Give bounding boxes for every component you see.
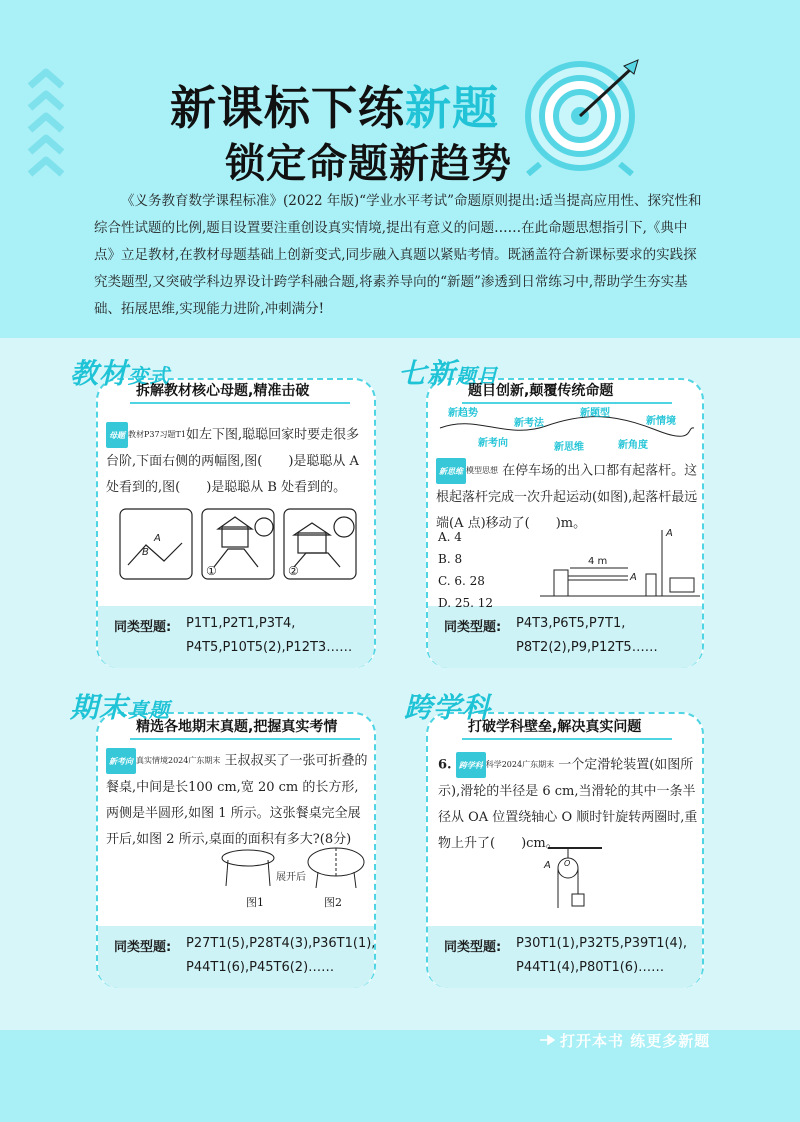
- question-tag: 新考向: [106, 748, 136, 774]
- card-final-exam-subtitle: 精选各地期末真题,把握真实考情: [136, 719, 338, 735]
- similar-label: 同类型题:: [114, 620, 172, 635]
- gate-figure: [540, 524, 700, 610]
- option-d: D. 25. 12: [438, 596, 493, 610]
- footer-cta: 打开本书 练更多新题: [560, 1032, 711, 1050]
- question-body: 一个定滑轮装置(如图所示),滑轮的半径是 6 cm,当滑轮的其中一条半径从 OA 位置绕轴心 O 顺时针旋转两圈时,重物上升了( )cm。: [438, 757, 698, 851]
- chip-7: 新角度: [618, 440, 648, 451]
- question-cross: [438, 752, 700, 857]
- stairs-figure: [118, 505, 358, 583]
- question-year: 2024广东期末: [501, 760, 555, 769]
- similar-box: [98, 606, 374, 668]
- fig-point-o: O: [564, 859, 571, 868]
- option-b: B. 8: [438, 552, 463, 566]
- question-tag: 跨学科: [456, 752, 486, 778]
- question-body: 王叔叔买了一张可折叠的餐桌,中间是长100 cm,宽 20 cm 的长方形,两侧是半圆形,如图 1 所示。这张餐桌完全展开后,如图 2 所示,桌面的面积有多大?(8分): [106, 753, 368, 847]
- fig-label-2: ②: [288, 564, 299, 578]
- title-prefix: 新课标下练: [170, 81, 405, 135]
- fig-point-a: A: [666, 528, 673, 539]
- question-source: 真实情境: [136, 756, 168, 765]
- fig-caption-2: 图2: [324, 896, 342, 909]
- title-big: 期末: [70, 691, 129, 724]
- chevron-decoration-icon: [26, 60, 66, 180]
- question-body: 如左下图,聪聪回家时要走很多台阶,下面右侧的两幅图,图( )是聪聪从 A 处看到的,图( )是聪聪从 B 处看到的。: [106, 427, 360, 495]
- question-final-exam: [106, 748, 368, 853]
- fig-length: 4 m: [588, 556, 608, 567]
- similar-box: [428, 606, 702, 668]
- title-accent: 新题: [405, 81, 499, 135]
- chip-1: 新趋势: [448, 408, 478, 419]
- chip-6: 新思维: [554, 442, 584, 453]
- chip-2: 新考法: [514, 418, 544, 429]
- hand-pointer-icon: [538, 1032, 556, 1048]
- target-icon: [520, 56, 650, 176]
- title-small: 变式: [128, 364, 171, 388]
- fig-caption-1: 图1: [246, 896, 264, 909]
- card-seven-new-subtitle: 题目创新,颠覆传统命题: [468, 383, 614, 399]
- card-cross-subtitle: 打破学科壁垒,解决真实问题: [468, 719, 642, 735]
- chip-5: 新考向: [478, 438, 508, 449]
- pulley-figure: [540, 846, 610, 912]
- question-textbook: [106, 422, 368, 501]
- fig-unfold-label: 展开后: [276, 872, 306, 883]
- similar-line-2: P44T1(6),P45T6(2)……: [186, 960, 335, 975]
- similar-line-1: P27T1(5),P28T4(3),P36T1(1),: [186, 936, 376, 951]
- question-source: 模型思想: [466, 466, 498, 475]
- question-tag: 新思维: [436, 458, 466, 484]
- card-textbook-subtitle: 拆解教材核心母题,精准击破: [136, 383, 310, 399]
- subtitle-underline: [462, 738, 672, 740]
- fig-label-1: ①: [206, 564, 217, 578]
- subtitle-underline: [130, 738, 360, 740]
- page-subtitle: 锁定命题新趋势: [225, 141, 512, 187]
- subtitle-underline: [130, 402, 350, 404]
- similar-line-1: P30T1(1),P32T5,P39T1(4),: [516, 936, 688, 951]
- fig-point-b: B: [142, 547, 149, 558]
- similar-line-2: P8T2(2),P9,P12T5……: [516, 640, 658, 655]
- options-list: [438, 526, 493, 614]
- similar-line-1: P1T1,P2T1,P3T4,: [186, 616, 296, 631]
- question-source: 科学: [485, 760, 502, 769]
- title-small: 题目: [456, 364, 499, 388]
- intro-paragraph: 《义务教育数学课程标准》(2022 年版)“学业水平考试”命题原则提出:适当提高应用性、探究性和综合性试题的比例,题目设置要注重创设真实情境,提出有意义的问题……在此命题思想指引下,《典中点》立足教材,在教材母题基础上创新变式,同步融入真题以紧贴考情。既涵盖符合新课标要求的实践探究类题型,又突破学科边界设计跨学科融合题,将素养导向的“新题”渗透到日常练习中,帮助学生夯实基础、拓展思维,实现能力进阶,冲刺满分!: [94, 193, 702, 317]
- page-title: [170, 72, 530, 138]
- card-cross-title: 跨学科: [404, 691, 492, 724]
- chips-timeline: [436, 404, 698, 454]
- similar-line-1: P4T3,P6T5,P7T1,: [516, 616, 626, 631]
- fig-point-a: A: [154, 533, 161, 544]
- similar-label: 同类型题:: [444, 940, 502, 955]
- question-source: 教材P37习题T1: [128, 430, 186, 439]
- question-body: 在停车场的出入口都有起落杆。这根起落杆完成一次升起运动(如图),起落杆最远端(A 点)移动了( )m。: [436, 463, 698, 531]
- similar-line-2: P4T5,P10T5(2),P12T3……: [186, 640, 353, 655]
- title-big: 七新: [398, 357, 457, 390]
- similar-line-2: P44T1(4),P80T1(6)……: [516, 960, 665, 975]
- question-year: 2024广东期末: [168, 756, 221, 765]
- chip-4: 新情境: [646, 416, 676, 427]
- similar-label: 同类型题:: [114, 940, 172, 955]
- option-a: A. 4: [438, 530, 462, 544]
- similar-box: [428, 926, 702, 988]
- fig-point-a2: A: [630, 572, 637, 583]
- title-small: 真题: [128, 698, 171, 722]
- table-figure: [218, 846, 368, 892]
- question-number: 6.: [438, 757, 452, 773]
- title-big: 教材: [70, 357, 129, 390]
- similar-label: 同类型题:: [444, 620, 502, 635]
- similar-box: [98, 926, 374, 988]
- option-c: C. 6. 28: [438, 574, 485, 588]
- question-tag: 母题: [106, 422, 128, 448]
- fig-point-a: A: [544, 860, 551, 871]
- chip-3: 新题型: [580, 408, 610, 419]
